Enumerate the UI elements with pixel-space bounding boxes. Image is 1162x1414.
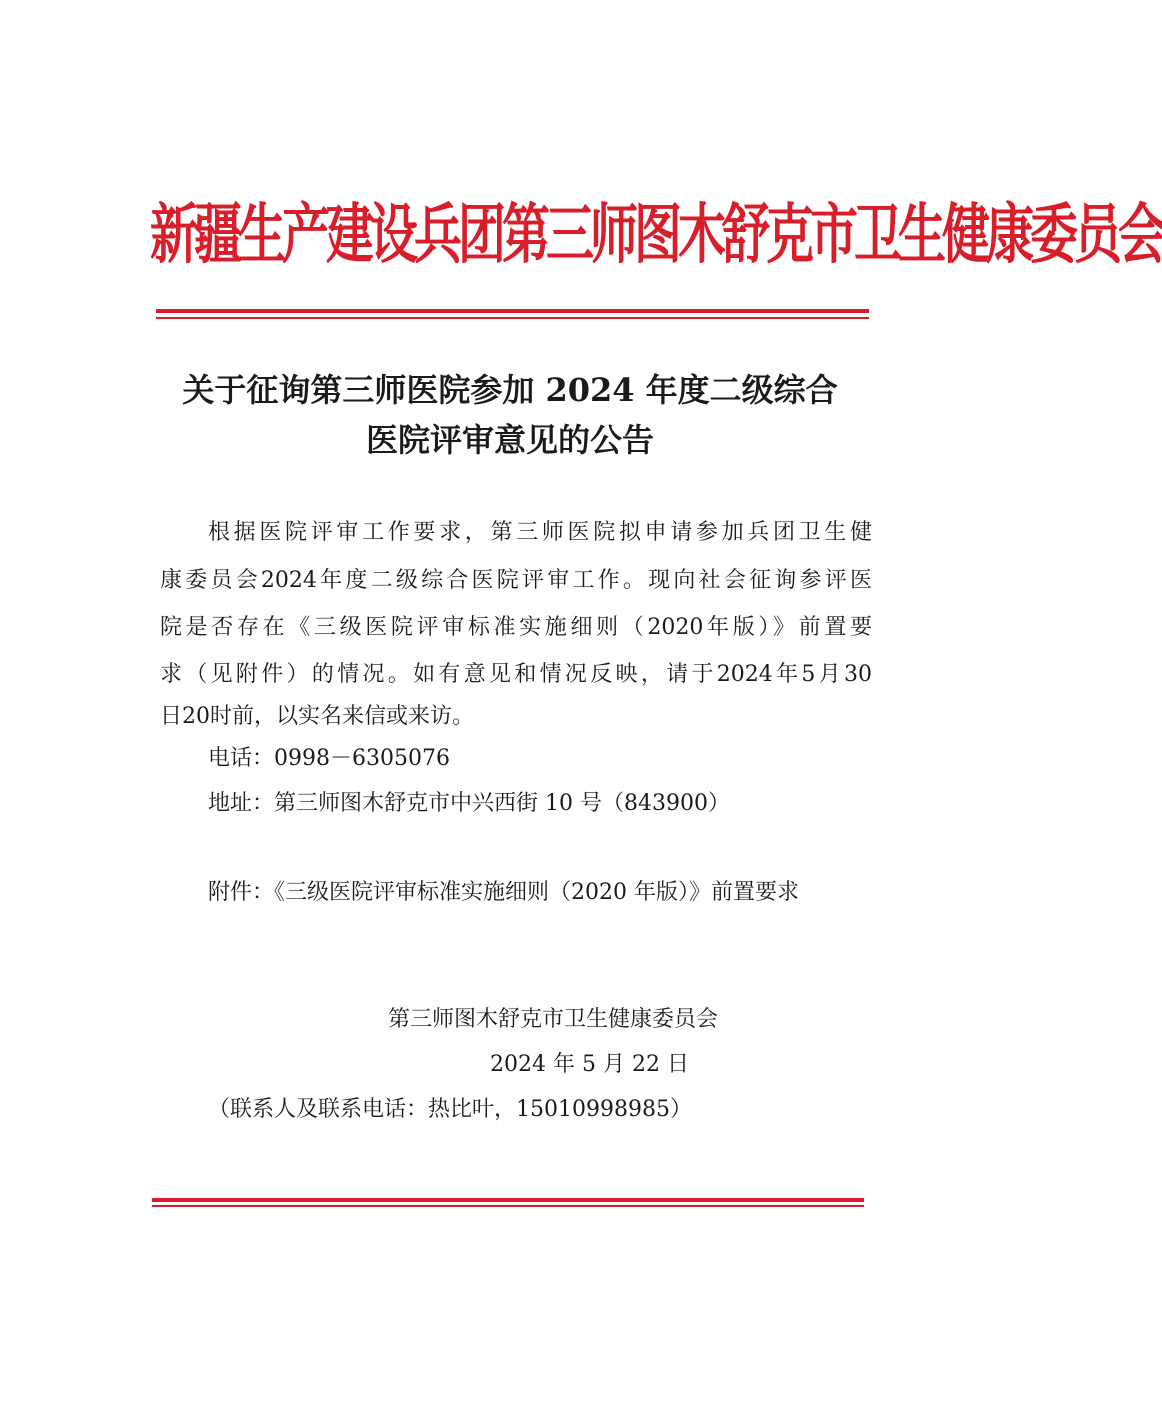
header-divider-thin bbox=[156, 317, 869, 319]
body-line-1: 根据医院评审工作要求，第三师医院拟申请参加兵团卫生健 bbox=[208, 520, 872, 545]
header-divider-thick bbox=[156, 309, 869, 313]
issuing-organization-header: 新疆生产建设兵团第三师图木舒克市卫生健康委员会 bbox=[150, 197, 1162, 273]
contact-address: 地址：第三师图木舒克市中兴西街 10 号（843900） bbox=[208, 791, 730, 816]
footer-divider-thick bbox=[152, 1198, 864, 1202]
footer-divider-thin bbox=[152, 1205, 864, 1207]
notice-title-line-2: 医院评审意见的公告 bbox=[365, 421, 654, 459]
body-line-2: 康委员会2024年度二级综合医院评审工作。现向社会征询参评医 bbox=[160, 568, 872, 593]
body-line-4: 求（见附件）的情况。如有意见和情况反映，请于2024年5月30 bbox=[160, 662, 872, 687]
contact-person: （联系人及联系电话：热比叶，15010998985） bbox=[208, 1097, 692, 1122]
body-line-3: 院是否存在《三级医院评审标准实施细则（2020年版）》前置要 bbox=[160, 615, 872, 640]
issuer-signature: 第三师图木舒克市卫生健康委员会 bbox=[388, 1007, 719, 1032]
notice-title-line-1: 关于征询第三师医院参加 2024 年度二级综合 bbox=[182, 371, 838, 409]
contact-phone: 电话：0998－6305076 bbox=[208, 746, 450, 771]
issue-date: 2024 年 5 月 22 日 bbox=[490, 1052, 689, 1077]
body-line-5: 日20时前，以实名来信或来访。 bbox=[160, 704, 474, 729]
attachment-note: 附件：《三级医院评审标准实施细则（2020 年版）》前置要求 bbox=[208, 880, 799, 905]
